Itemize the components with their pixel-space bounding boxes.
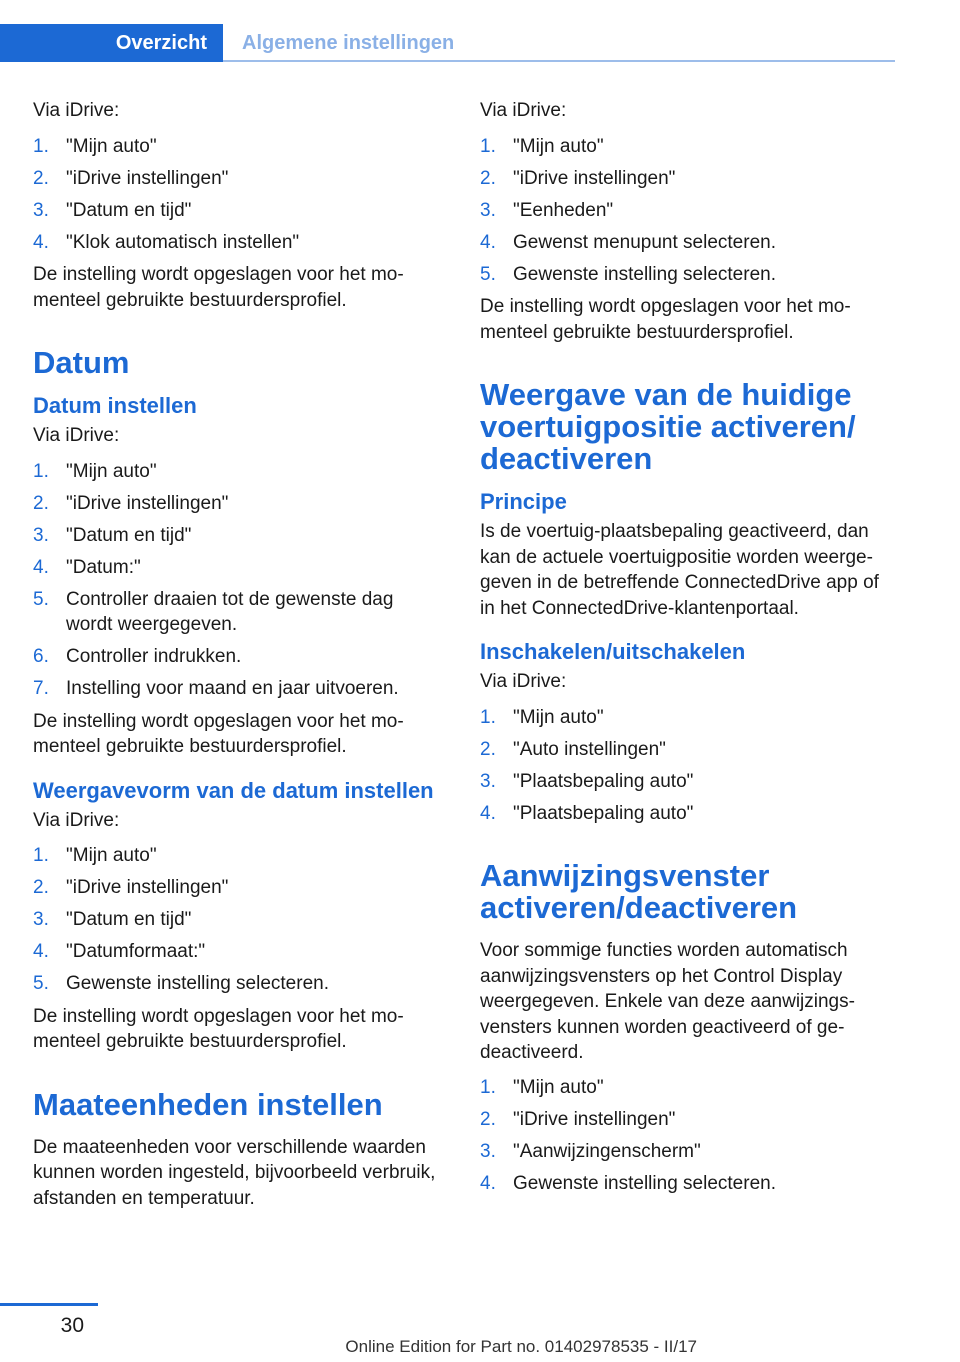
list-item	[33, 907, 443, 933]
footer-divider	[0, 1303, 98, 1306]
list-item	[33, 198, 443, 224]
list-item	[33, 166, 443, 192]
step-text: "Datum en tijd"	[66, 909, 192, 930]
step-text: "iDrive instellingen"	[513, 1108, 676, 1130]
list-item	[480, 230, 890, 256]
step-number: 4.	[33, 941, 49, 962]
step-text: Instelling voor maand en jaar uitvoeren.	[66, 678, 399, 699]
step-text: "Datum en tijd"	[66, 524, 192, 546]
step-number: 5.	[33, 973, 49, 994]
step-number: 2.	[33, 877, 49, 898]
step-text: "Auto instellingen"	[513, 738, 666, 760]
list-item	[33, 676, 443, 702]
page-number: 30	[60, 1314, 84, 1337]
via-idrive-text: Via iDrive:	[480, 671, 567, 692]
step-text: "Mijn auto"	[513, 135, 604, 157]
step-number: 3.	[33, 524, 49, 546]
step-number: 5.	[480, 263, 496, 285]
step-text: "iDrive instellingen"	[513, 167, 676, 189]
step-number: 1.	[33, 135, 49, 157]
step-number: 1.	[33, 460, 49, 482]
step-number: 2.	[33, 167, 49, 189]
step-number: 4.	[480, 1172, 496, 1194]
heading-principe: Principe	[480, 489, 567, 514]
list-item	[480, 198, 890, 224]
list-item	[480, 1075, 890, 1101]
step-text: "Datumformaat:"	[66, 941, 206, 962]
list-item	[480, 1139, 890, 1165]
via-idrive-text: Via iDrive:	[480, 100, 567, 121]
step-text: Controller indrukken.	[66, 646, 242, 667]
step-text: "Mijn auto"	[513, 1076, 604, 1098]
list-item	[480, 705, 890, 731]
via-idrive-text: Via iDrive:	[33, 100, 120, 121]
step-number: 3.	[33, 199, 49, 221]
list-item	[33, 587, 443, 638]
step-number: 3.	[480, 199, 496, 221]
list-item	[480, 737, 890, 763]
steps-list-dateformat	[33, 843, 443, 997]
step-number: 3.	[480, 770, 496, 792]
step-number: 2.	[33, 492, 49, 514]
list-item	[480, 262, 890, 288]
list-item	[480, 1171, 890, 1197]
step-text: Controller draaien tot de gewenste dag wordt weergegeven.	[66, 588, 394, 635]
step-text: "Plaatsbepaling auto"	[513, 802, 694, 824]
heading-datum-instellen: Datum instellen	[33, 393, 197, 418]
step-text: "Eenheden"	[513, 199, 614, 221]
header-divider	[223, 60, 895, 62]
step-number: 5.	[33, 588, 49, 610]
step-number: 1.	[480, 1076, 496, 1098]
list-item	[480, 801, 890, 827]
steps-list-hints	[480, 1075, 890, 1197]
step-text: "Mijn auto"	[66, 460, 157, 482]
step-number: 6.	[33, 646, 49, 667]
list-item	[33, 843, 443, 869]
step-number: 7.	[33, 678, 49, 699]
steps-list-clock	[33, 134, 443, 256]
list-item	[33, 971, 443, 997]
step-number: 3.	[33, 909, 49, 930]
steps-list-units	[480, 134, 890, 288]
profile-note: De instelling wordt opgeslagen voor het momenteel gebruikte bestuurdersprofiel.	[33, 710, 404, 757]
body-maateenheden: De maateenheden voor verschillende waarden kunnen worden ingesteld, bijvoorbeeld verbruik, afstanden en temperatuur.	[33, 1136, 436, 1209]
list-item	[33, 459, 443, 485]
list-item	[33, 644, 443, 670]
list-item	[33, 523, 443, 549]
edition-text: Online Edition for Part no. 01402978535 - II/17	[345, 1337, 697, 1356]
list-item	[33, 939, 443, 965]
profile-note: De instelling wordt opgeslagen voor het momenteel gebruikte bestuurdersprofiel.	[33, 1005, 404, 1052]
step-number: 4.	[33, 556, 49, 578]
step-text: "Datum en tijd"	[66, 199, 192, 221]
list-item	[33, 230, 443, 256]
step-number: 4.	[33, 231, 49, 253]
step-number: 1.	[480, 706, 496, 728]
profile-note: De instelling wordt opgeslagen voor het momenteel gebruikte bestuurdersprofiel.	[33, 264, 404, 311]
steps-list-date	[33, 459, 443, 702]
heading-inschakelen: Inschakelen/uitschakelen	[480, 639, 746, 664]
tab-overzicht[interactable]: Overzicht	[0, 24, 223, 62]
list-item	[33, 491, 443, 517]
via-idrive-text: Via iDrive:	[33, 425, 120, 446]
step-text: "Mijn auto"	[513, 706, 604, 728]
list-item	[33, 875, 443, 901]
header-tabs	[0, 24, 895, 62]
step-text: "Mijn auto"	[66, 845, 157, 866]
list-item	[33, 555, 443, 581]
body-aanwijzing: Voor sommige functies worden automatisch aanwijzingsvensters op het Control Display weergegeven. Enkele van deze aanwijzingsvensters kunnen worden geactiveerd of gedeactiveerd.	[480, 940, 855, 1063]
step-number: 3.	[480, 1140, 496, 1162]
step-text: Gewenst menupunt selecteren.	[513, 231, 776, 253]
step-number: 2.	[480, 1108, 496, 1130]
list-item	[33, 134, 443, 160]
heading-voertuigpositie: Weergave van de huidige voertuigpositie activeren/ deactiveren	[480, 377, 856, 476]
heading-weergavevorm: Weergavevorm van de datum instellen	[33, 777, 434, 803]
step-text: "Aanwijzingenscherm"	[513, 1140, 701, 1162]
step-text: Gewenste instelling selecteren.	[66, 973, 329, 994]
step-number: 1.	[480, 135, 496, 157]
step-text: "iDrive instellingen"	[66, 492, 229, 514]
steps-list-position	[480, 705, 890, 827]
step-number: 2.	[480, 167, 496, 189]
step-text: "Datum:"	[66, 556, 141, 578]
body-principe: Is de voertuig-plaatsbepaling geactiveerd, dan kan de actuele voertuigpositie worden weergegeven in de betreffende ConnectedDrive app of in het ConnectedDrive-klantenportaal.	[480, 521, 879, 619]
step-number: 4.	[480, 231, 496, 253]
step-text: "Klok automatisch instellen"	[66, 231, 300, 253]
heading-aanwijzingsvenster: Aanwijzingsvenster activeren/deactiveren	[480, 858, 798, 925]
list-item	[480, 769, 890, 795]
right-column	[480, 98, 890, 1203]
step-text: "Plaatsbepaling auto"	[513, 770, 694, 792]
heading-datum: Datum	[33, 345, 130, 380]
step-text: "Mijn auto"	[66, 135, 157, 157]
step-number: 1.	[33, 845, 49, 866]
list-item	[480, 166, 890, 192]
list-item	[480, 1107, 890, 1133]
via-idrive-text: Via iDrive:	[33, 809, 120, 831]
heading-maateenheden: Maateenheden instellen	[33, 1086, 383, 1122]
step-number: 2.	[480, 738, 496, 760]
list-item	[480, 134, 890, 160]
step-number: 4.	[480, 802, 496, 824]
tab-algemene-instellingen[interactable]: Algemene instellingen	[242, 31, 455, 54]
profile-note: De instelling wordt opgeslagen voor het momenteel gebruikte bestuurdersprofiel.	[480, 296, 851, 343]
step-text: Gewenste instelling selecteren.	[513, 1172, 776, 1194]
step-text: "iDrive instellingen"	[66, 167, 229, 189]
step-text: "iDrive instellingen"	[66, 877, 229, 898]
step-text: Gewenste instelling selecteren.	[513, 263, 776, 285]
left-column	[33, 98, 443, 1220]
